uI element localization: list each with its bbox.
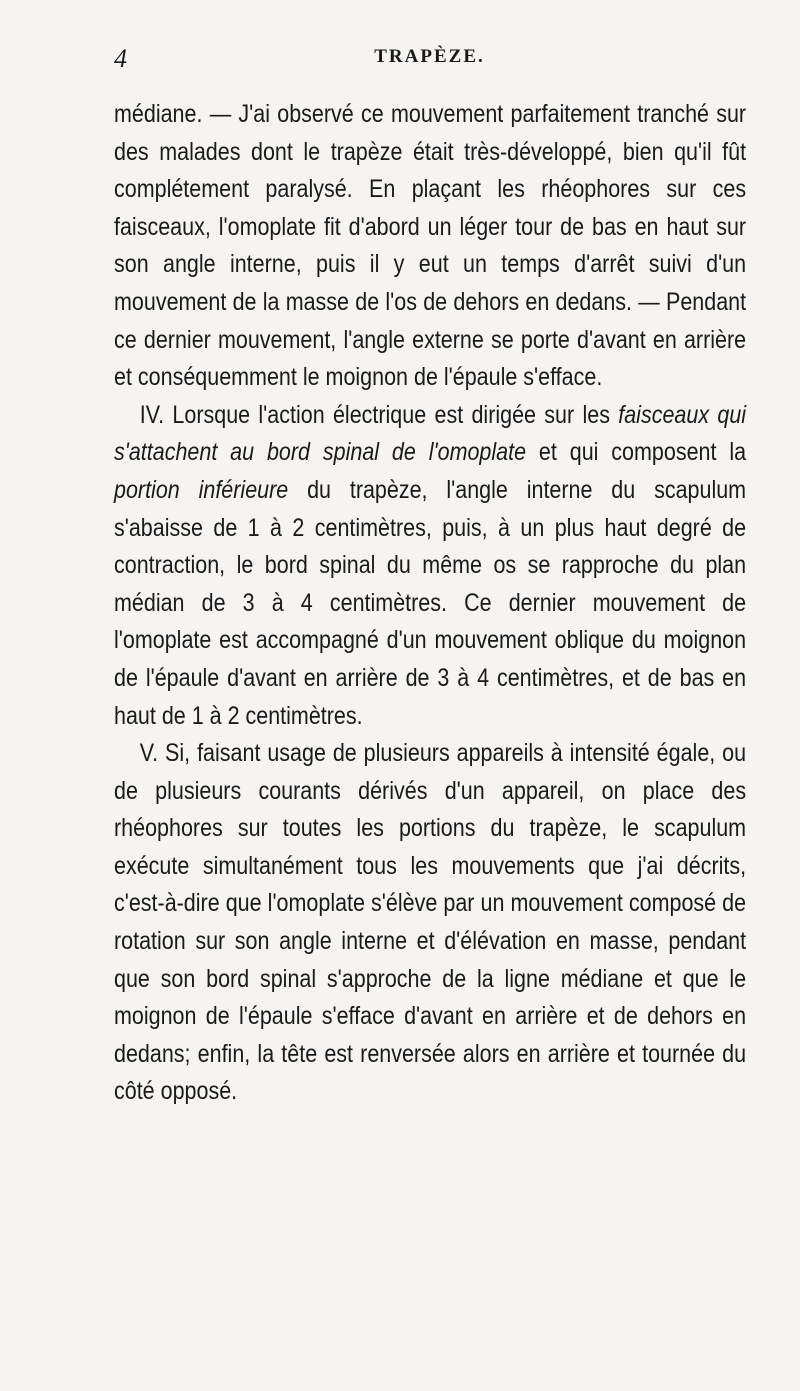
paragraph-iv-italic-1: faisceaux qui s'attachent au bord spinal de l'omoplate <box>114 400 747 467</box>
paragraph-continuation: médiane. — J'ai observé ce mouvement parfaitement tranché sur des malades dont le trapèze était très-développé, bien qu'il fût complétement paralysé. En plaçant les rhéophores sur ces faisceaux, l'omoplate fit d'abord un léger tour de bas en haut sur son angle interne, puis il y eut un temps d'arrêt suivi d'un mouvement de la masse de l'os de dehors en dedans. — Pendant ce dernier mouvement, l'angle externe se porte d'avant en arrière et conséquemment le moignon de l'épaule s'efface. <box>114 100 747 392</box>
paragraph-v: V. Si, faisant usage de plusieurs appareils à intensité égale, ou de plusieurs courants dérivés d'un appareil, on place des rhéophores sur toutes les portions du trapèze, le scapulum exécute simultanément tous les mouvements que j'ai décrits, c'est-à-dire que l'omoplate s'élève par un mouvement composé de rotation sur son angle interne et d'élévation en masse, pendant que son bord spinal s'approche de la ligne médiane et que le moignon de l'épaule s'efface d'avant en arrière et de dehors en dedans; enfin, la tête est renversée alors en arrière et tournée du côté opposé. <box>114 739 747 1106</box>
body-text <box>114 96 746 1111</box>
paragraph-iv-mid: et qui composent la <box>526 438 747 467</box>
running-head <box>114 44 745 76</box>
page-number: 4 <box>114 44 127 73</box>
paragraph-iv-italic-2: portion inférieure <box>114 475 289 504</box>
paragraph-iv-rest: du trapèze, l'angle interne du scapulum s'abaisse de 1 à 2 centimètres, puis, à un plus haut degré de contraction, le bord spinal du même os se rapproche du plan médian de 3 à 4 centimètres. Ce dernier mouvement de l'omoplate est accompagné d'un mouvement oblique du moignon de l'épaule d'avant en arrière de 3 à 4 centimètres, et de bas en haut de 1 à 2 centimètres. <box>114 475 747 730</box>
paragraph-iv-lead: IV. Lorsque l'action électrique est dirigée sur les <box>139 400 619 429</box>
running-title: TRAPÈZE. <box>374 46 485 67</box>
paragraph-iv <box>114 397 746 735</box>
